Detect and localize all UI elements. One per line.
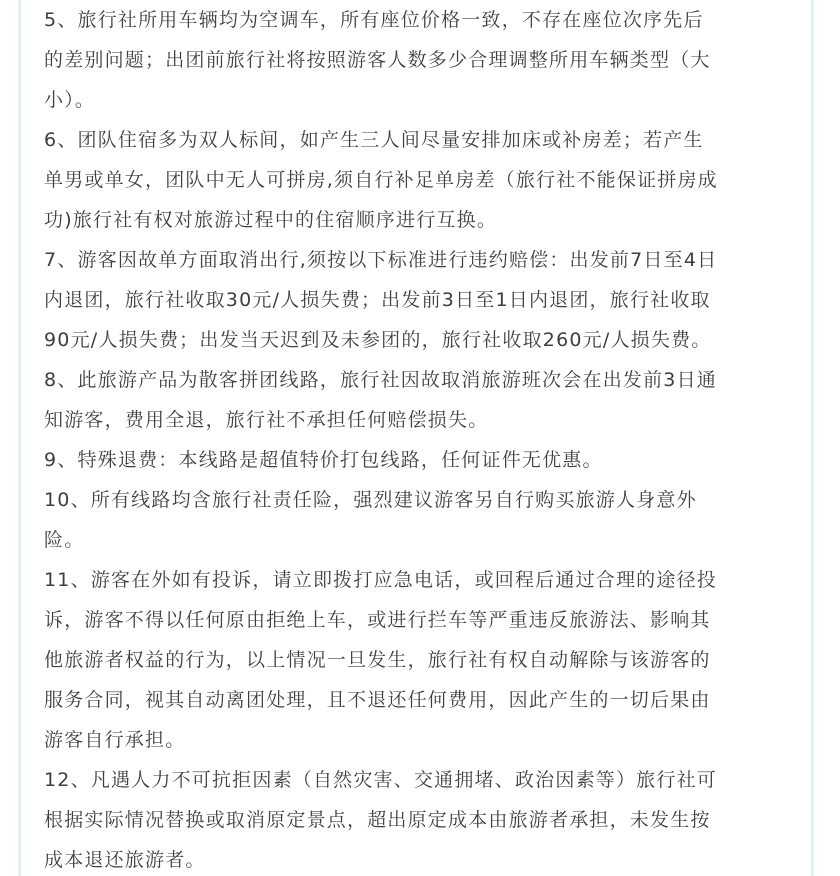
terms-clause (44, 120, 796, 240)
clause-line: 10、所有线路均含旅行社责任险，强烈建议游客另自行购买旅游人身意外 (44, 489, 697, 511)
clause-line: 5、旅行社所用车辆均为空调车，所有座位价格一致，不存在座位次序先后 (44, 9, 704, 31)
clause-line: 诉，游客不得以任何原由拒绝上车，或进行拦车等严重违反旅游法、影响其 (44, 609, 711, 631)
clause-line: 小）。 (44, 89, 96, 111)
clause-line: 成本退还旅游者。 (44, 849, 206, 871)
clause-line: 功)旅行社有权对旅游过程中的住宿顺序进行互换。 (44, 209, 498, 231)
terms-clause (44, 760, 796, 876)
terms-content (44, 0, 796, 876)
clause-line: 他旅游者权益的行为，以上情况一旦发生，旅行社有权自动解除与该游客的 (44, 649, 711, 671)
terms-clause (44, 560, 796, 760)
terms-clause (44, 480, 796, 560)
clause-line: 险。 (44, 529, 85, 551)
clause-line: 根据实际情况替换或取消原定景点，超出原定成本由旅游者承担，未发生按 (44, 809, 711, 831)
clause-line: 单男或单女，团队中无人可拼房,须自行补足单房差（旅行社不能保证拼房成 (44, 169, 718, 191)
clause-line: 游客自行承担。 (44, 729, 186, 751)
clause-line: 6、团队住宿多为双人标间，如产生三人间尽量安排加床或补房差；若产生 (44, 129, 704, 151)
clause-line: 的差别问题；出团前旅行社将按照游客人数多少合理调整所用车辆类型（大 (44, 49, 711, 71)
terms-clause (44, 0, 796, 120)
clause-line: 12、凡遇人力不可抗拒因素（自然灾害、交通拥堵、政治因素等）旅行社可 (44, 769, 717, 791)
clause-line: 11、游客在外如有投诉，请立即拨打应急电话，或回程后通过合理的途径投 (44, 569, 717, 591)
terms-clause (44, 440, 796, 480)
terms-clause (44, 360, 796, 440)
clause-line: 7、游客因故单方面取消出行,须按以下标准进行违约赔偿：出发前7日至4日 (44, 249, 718, 271)
clause-line: 服务合同，视其自动离团处理，且不退还任何费用，因此产生的一切后果由 (44, 689, 711, 711)
terms-clause (44, 240, 796, 360)
clause-line: 9、特殊退费：本线路是超值特价打包线路，任何证件无优惠。 (44, 449, 603, 471)
clause-line: 8、此旅游产品为散客拼团线路，旅行社因故取消旅游班次会在出发前3日通 (44, 369, 717, 391)
clause-line: 知游客，费用全退，旅行社不承担任何赔偿损失。 (44, 409, 489, 431)
clause-line: 内退团，旅行社收取30元/人损失费；出发前3日至1日内退团，旅行社收取 (44, 289, 711, 311)
clause-line: 90元/人损失费；出发当天迟到及未参团的，旅行社收取260元/人损失费。 (44, 329, 712, 351)
